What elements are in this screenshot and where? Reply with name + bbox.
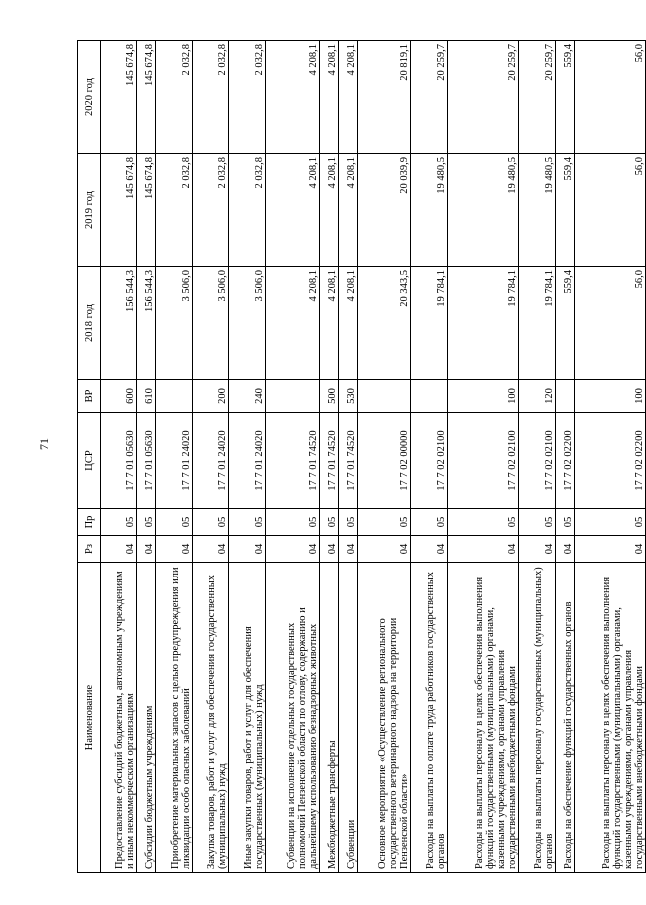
row-vr: 200 bbox=[192, 380, 228, 413]
header-2020: 2020 год bbox=[78, 41, 101, 154]
table-row bbox=[319, 41, 338, 873]
row-vr bbox=[555, 380, 574, 413]
row-value-2018: 19 784,1 bbox=[447, 267, 518, 380]
table-row bbox=[338, 41, 357, 873]
row-value-2019: 4 208,1 bbox=[338, 154, 357, 267]
row-value-2019: 145 674,8 bbox=[101, 154, 137, 267]
row-value-2019: 145 674,8 bbox=[137, 154, 156, 267]
table-row bbox=[156, 41, 192, 873]
row-value-2018: 4 208,1 bbox=[338, 267, 357, 380]
row-csr: 17 7 01 74520 bbox=[319, 413, 338, 509]
row-pr: 05 bbox=[357, 509, 411, 536]
header-pr: Пр bbox=[78, 509, 101, 536]
row-csr: 17 7 02 02100 bbox=[411, 413, 447, 509]
row-value-2020: 20 819,1 bbox=[357, 41, 411, 154]
header-name: Наименование bbox=[78, 563, 101, 873]
row-csr: 17 7 01 74520 bbox=[338, 413, 357, 509]
row-pr: 05 bbox=[555, 509, 574, 536]
row-value-2020: 20 259,7 bbox=[411, 41, 447, 154]
row-pr: 05 bbox=[229, 509, 265, 536]
row-name: Расходы на выплаты персоналу в целях обеспечения выполнения функций государственными (муниципальными) органами, казенными учреждениями, органами управления государственными внебюджетными фондами bbox=[447, 563, 518, 873]
table-row bbox=[229, 41, 265, 873]
row-value-2018: 3 506,0 bbox=[192, 267, 228, 380]
table-row bbox=[574, 41, 645, 873]
row-value-2020: 56,0 bbox=[574, 41, 645, 154]
row-value-2019: 56,0 bbox=[574, 154, 645, 267]
row-csr: 17 7 01 24020 bbox=[192, 413, 228, 509]
row-vr: 530 bbox=[338, 380, 357, 413]
table-row bbox=[411, 41, 447, 873]
row-rz: 04 bbox=[156, 536, 192, 563]
row-pr: 05 bbox=[192, 509, 228, 536]
row-vr: 120 bbox=[519, 380, 555, 413]
row-csr: 17 7 01 24020 bbox=[156, 413, 192, 509]
table-row bbox=[555, 41, 574, 873]
row-value-2020: 2 032,8 bbox=[229, 41, 265, 154]
row-value-2018: 4 208,1 bbox=[319, 267, 338, 380]
row-csr: 17 7 02 02200 bbox=[574, 413, 645, 509]
row-name: Субсидии бюджетным учреждениям bbox=[137, 563, 156, 873]
row-vr: 500 bbox=[319, 380, 338, 413]
table-row bbox=[192, 41, 228, 873]
row-pr: 05 bbox=[447, 509, 518, 536]
row-value-2020: 145 674,8 bbox=[101, 41, 137, 154]
row-value-2019: 2 032,8 bbox=[156, 154, 192, 267]
row-name: Расходы на выплаты по оплате труда работников государственных органов bbox=[411, 563, 447, 873]
row-value-2019: 19 480,5 bbox=[411, 154, 447, 267]
table-row bbox=[137, 41, 156, 873]
header-vr: ВР bbox=[78, 380, 101, 413]
row-value-2020: 20 259,7 bbox=[519, 41, 555, 154]
row-name: Основное мероприятие «Осуществление регионального государственного ветеринарного надзора на территории Пензенской области» bbox=[357, 563, 411, 873]
row-csr: 17 7 01 74520 bbox=[265, 413, 319, 509]
page-number: 71 bbox=[37, 438, 51, 450]
header-csr: ЦСР bbox=[78, 413, 101, 509]
row-pr: 05 bbox=[574, 509, 645, 536]
row-pr: 05 bbox=[411, 509, 447, 536]
row-rz: 04 bbox=[137, 536, 156, 563]
row-value-2020: 145 674,8 bbox=[137, 41, 156, 154]
row-rz: 04 bbox=[192, 536, 228, 563]
row-vr: 100 bbox=[574, 380, 645, 413]
row-value-2019: 20 039,9 bbox=[357, 154, 411, 267]
row-csr: 17 7 02 00000 bbox=[357, 413, 411, 509]
table-body bbox=[101, 41, 646, 873]
table-row bbox=[447, 41, 518, 873]
row-csr: 17 7 01 05630 bbox=[101, 413, 137, 509]
row-name: Закупка товаров, работ и услуг для обеспечения государственных (муниципальных) нужд bbox=[192, 563, 228, 873]
row-rz: 04 bbox=[411, 536, 447, 563]
budget-table bbox=[77, 40, 646, 873]
row-rz: 04 bbox=[265, 536, 319, 563]
rotated-page-content bbox=[77, 41, 646, 873]
row-pr: 05 bbox=[338, 509, 357, 536]
row-value-2019: 19 480,5 bbox=[519, 154, 555, 267]
row-value-2018: 19 784,1 bbox=[519, 267, 555, 380]
row-value-2019: 2 032,8 bbox=[229, 154, 265, 267]
row-pr: 05 bbox=[156, 509, 192, 536]
row-name: Расходы на выплаты персоналу в целях обеспечения выполнения функций государственными (муниципальными) органами, казенными учреждениями, органами управления государственными внебюджетными фондами bbox=[574, 563, 645, 873]
row-vr: 600 bbox=[101, 380, 137, 413]
table-row bbox=[101, 41, 137, 873]
row-name: Межбюджетные трансферты bbox=[319, 563, 338, 873]
table-row bbox=[265, 41, 319, 873]
row-csr: 17 7 02 02100 bbox=[519, 413, 555, 509]
row-value-2018: 20 343,5 bbox=[357, 267, 411, 380]
row-rz: 04 bbox=[574, 536, 645, 563]
row-vr bbox=[411, 380, 447, 413]
row-rz: 04 bbox=[319, 536, 338, 563]
row-csr: 17 7 01 05630 bbox=[137, 413, 156, 509]
row-value-2019: 2 032,8 bbox=[192, 154, 228, 267]
table-header-row bbox=[78, 41, 101, 873]
table-row bbox=[357, 41, 411, 873]
row-vr bbox=[357, 380, 411, 413]
row-value-2020: 4 208,1 bbox=[319, 41, 338, 154]
row-name: Субвенции bbox=[338, 563, 357, 873]
row-name: Иные закупки товаров, работ и услуг для обеспечения государственных (муниципальных) нужд bbox=[229, 563, 265, 873]
row-name: Субвенции на исполнение отдельных государственных полномочий Пензенской области по отлову, содержанию и дальнейшему использованию безнадзорных животных bbox=[265, 563, 319, 873]
row-value-2020: 20 259,7 bbox=[447, 41, 518, 154]
row-name: Расходы на выплаты персоналу государственных (муниципальных) органов bbox=[519, 563, 555, 873]
row-value-2018: 56,0 bbox=[574, 267, 645, 380]
row-name: Предоставление субсидий бюджетным, автономным учреждениям и иным некоммерческим организациям bbox=[101, 563, 137, 873]
row-csr: 17 7 02 02100 bbox=[447, 413, 518, 509]
row-vr: 240 bbox=[229, 380, 265, 413]
row-value-2018: 4 208,1 bbox=[265, 267, 319, 380]
row-value-2019: 559,4 bbox=[555, 154, 574, 267]
table-row bbox=[519, 41, 555, 873]
header-2018: 2018 год bbox=[78, 267, 101, 380]
row-rz: 04 bbox=[357, 536, 411, 563]
row-value-2019: 4 208,1 bbox=[265, 154, 319, 267]
row-rz: 04 bbox=[229, 536, 265, 563]
row-rz: 04 bbox=[101, 536, 137, 563]
row-value-2020: 4 208,1 bbox=[265, 41, 319, 154]
row-value-2018: 156 544,3 bbox=[101, 267, 137, 380]
row-value-2020: 4 208,1 bbox=[338, 41, 357, 154]
row-csr: 17 7 02 02200 bbox=[555, 413, 574, 509]
row-vr bbox=[156, 380, 192, 413]
row-pr: 05 bbox=[137, 509, 156, 536]
row-value-2018: 156 544,3 bbox=[137, 267, 156, 380]
row-name: Приобретение материальных запасов с целью предупреждения или ликвидации особо опасных заболеваний bbox=[156, 563, 192, 873]
row-pr: 05 bbox=[265, 509, 319, 536]
row-rz: 04 bbox=[555, 536, 574, 563]
row-value-2018: 19 784,1 bbox=[411, 267, 447, 380]
row-rz: 04 bbox=[519, 536, 555, 563]
header-rz: Рз bbox=[78, 536, 101, 563]
row-csr: 17 7 01 24020 bbox=[229, 413, 265, 509]
row-vr bbox=[265, 380, 319, 413]
row-value-2020: 559,4 bbox=[555, 41, 574, 154]
row-pr: 05 bbox=[519, 509, 555, 536]
row-rz: 04 bbox=[447, 536, 518, 563]
row-vr: 610 bbox=[137, 380, 156, 413]
row-value-2018: 3 506,0 bbox=[229, 267, 265, 380]
row-pr: 05 bbox=[101, 509, 137, 536]
row-value-2019: 19 480,5 bbox=[447, 154, 518, 267]
row-value-2018: 559,4 bbox=[555, 267, 574, 380]
row-rz: 04 bbox=[338, 536, 357, 563]
row-vr: 100 bbox=[447, 380, 518, 413]
row-pr: 05 bbox=[319, 509, 338, 536]
row-value-2018: 3 506,0 bbox=[156, 267, 192, 380]
row-value-2020: 2 032,8 bbox=[192, 41, 228, 154]
header-2019: 2019 год bbox=[78, 154, 101, 267]
row-value-2019: 4 208,1 bbox=[319, 154, 338, 267]
row-value-2020: 2 032,8 bbox=[156, 41, 192, 154]
row-name: Расходы на обеспечение функций государственных органов bbox=[555, 563, 574, 873]
